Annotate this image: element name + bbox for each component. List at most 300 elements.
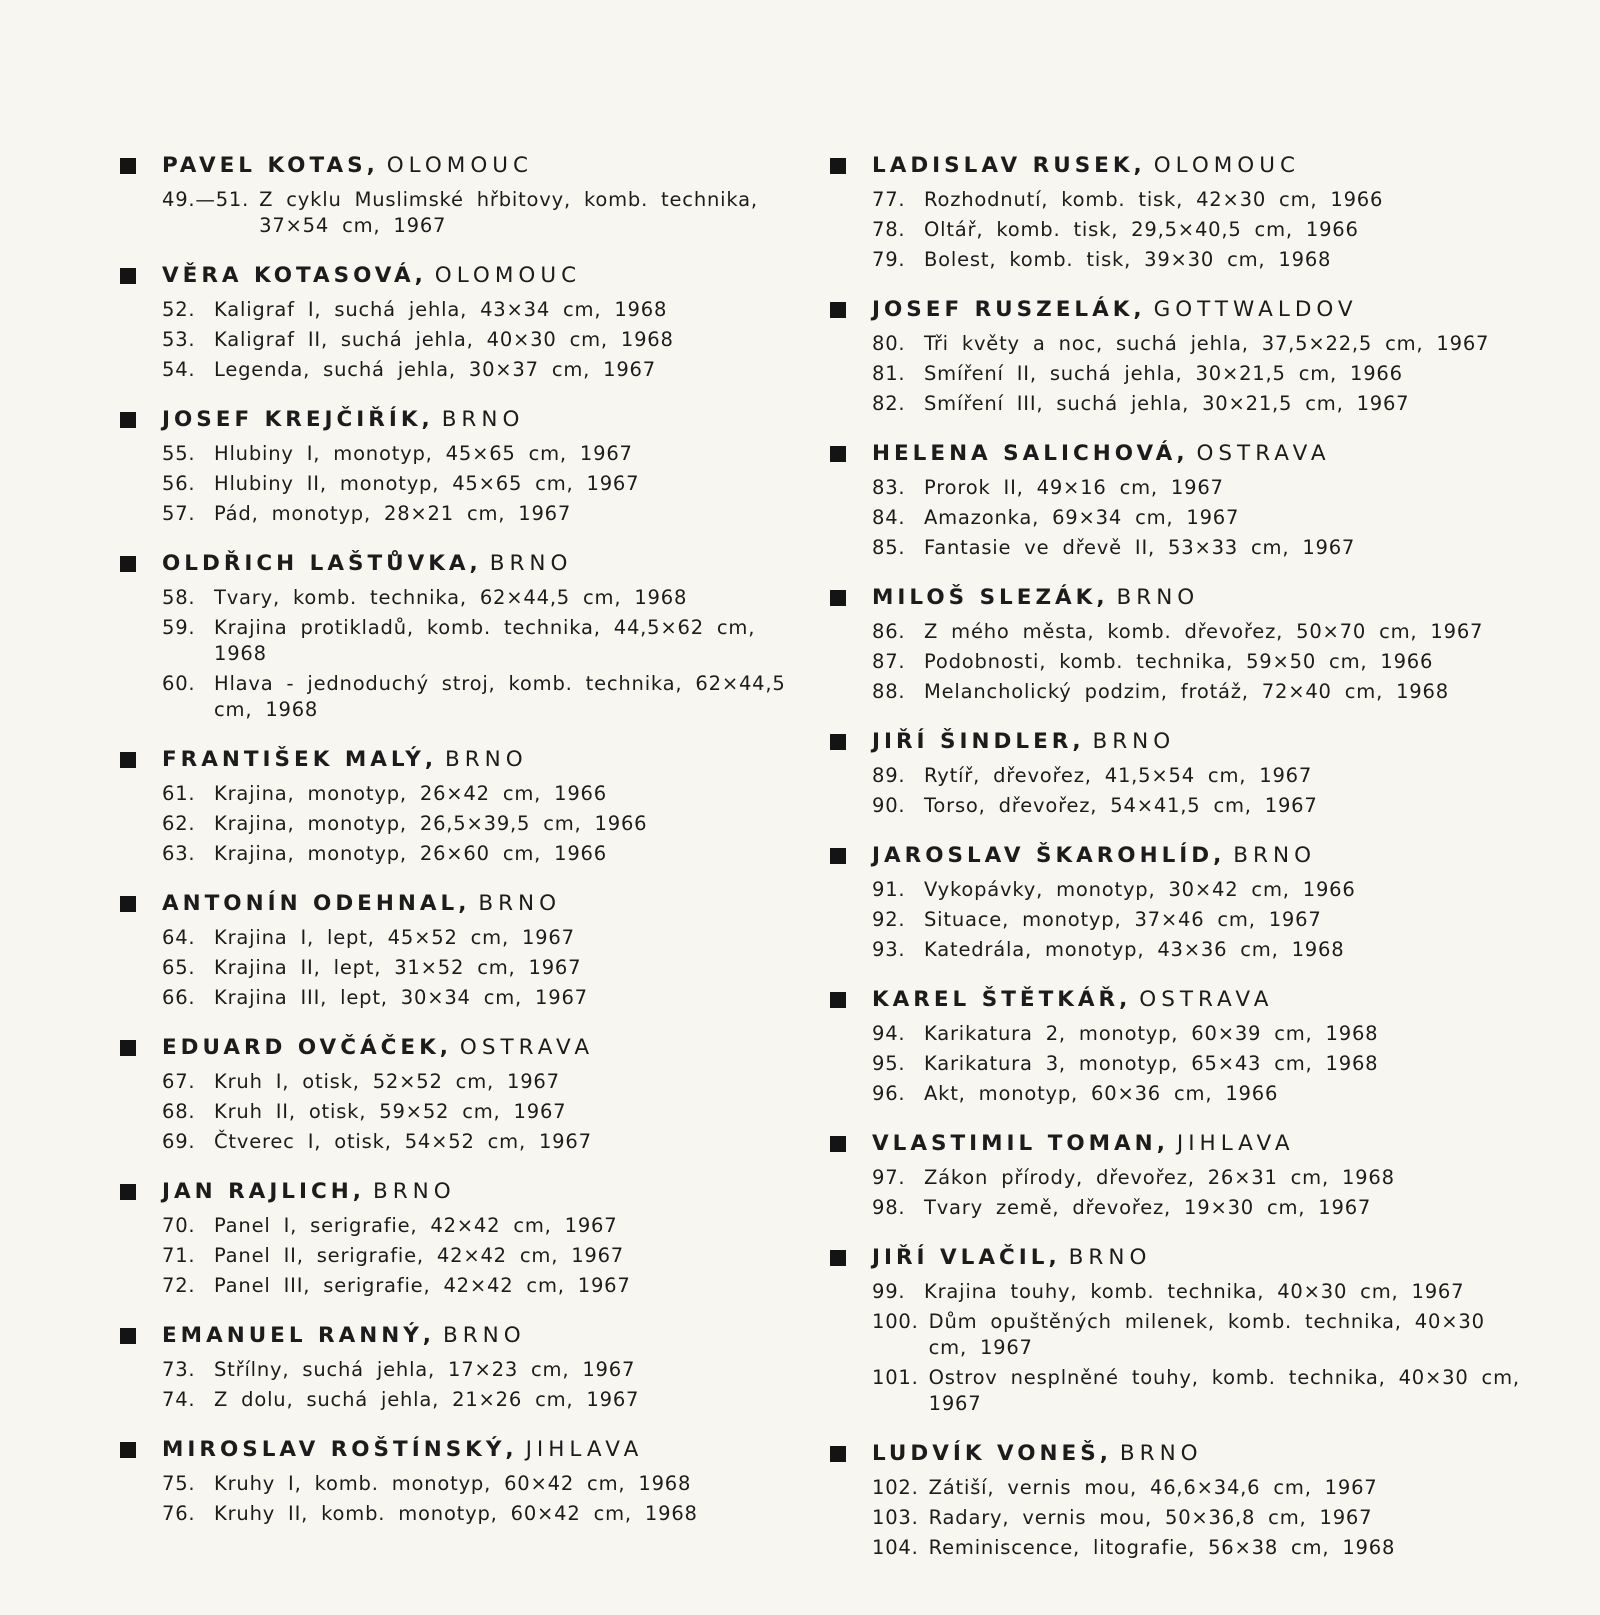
work-number: 97.: [872, 1166, 906, 1189]
square-bullet-icon: [120, 896, 136, 912]
work-number: 80.: [872, 332, 906, 355]
work-number: 96.: [872, 1082, 906, 1105]
square-bullet-icon: [830, 446, 846, 462]
artist-heading: [120, 406, 820, 434]
artist-name: EDUARD OVČÁČEK: [162, 1035, 440, 1060]
work-number: 52.: [162, 298, 196, 321]
work-number: 104.: [872, 1536, 919, 1559]
square-bullet-icon: [830, 1446, 846, 1462]
work-description: Z mého města, komb. dřevořez, 50×70 cm, 1967: [924, 620, 1484, 643]
work-description: Panel I, serigrafie, 42×42 cm, 1967: [214, 1214, 618, 1237]
artist-name: VLASTIMIL TOMAN: [872, 1131, 1157, 1156]
work-item: [872, 647, 1530, 677]
artist-name: JAN RAJLICH: [162, 1179, 353, 1204]
square-bullet-icon: [120, 268, 136, 284]
artist-name: HELENA SALICHOVÁ: [872, 441, 1177, 466]
works-list: [120, 295, 820, 385]
name-separator: ,: [1133, 297, 1142, 322]
work-number: 67.: [162, 1070, 196, 1093]
artist-entry: [830, 986, 1530, 1109]
square-bullet-icon: [120, 158, 136, 174]
artist-heading: [830, 842, 1530, 870]
work-number: 70.: [162, 1214, 196, 1237]
artist-city: OLOMOUC: [386, 153, 534, 178]
work-description: Tři květy a noc, suchá jehla, 37,5×22,5 cm, 1967: [924, 332, 1490, 355]
work-item: [872, 185, 1530, 215]
work-item: [872, 935, 1530, 965]
work-description: Fantasie ve dřevě II, 53×33 cm, 1967: [924, 536, 1356, 559]
work-item: [872, 359, 1530, 389]
work-number: 98.: [872, 1196, 906, 1219]
artist-entry: [830, 152, 1530, 275]
artist-entry: [120, 262, 820, 385]
right-column: [830, 152, 1530, 1584]
work-description: Katedrála, monotyp, 43×36 cm, 1968: [924, 938, 1345, 961]
square-bullet-icon: [830, 848, 846, 864]
works-list: [120, 923, 820, 1013]
work-description: Krajina, monotyp, 26×60 cm, 1966: [214, 842, 607, 865]
work-description: Reminiscence, litografie, 56×38 cm, 1968: [928, 1536, 1396, 1559]
artist-city: BRNO: [489, 551, 573, 576]
works-list: [830, 329, 1530, 419]
work-item: [872, 389, 1530, 419]
works-list: [830, 1019, 1530, 1109]
work-item: [872, 905, 1530, 935]
work-description: Panel III, serigrafie, 42×42 cm, 1967: [214, 1274, 631, 1297]
work-number: 63.: [162, 842, 196, 865]
works-list: [830, 617, 1530, 707]
work-item: [162, 1385, 820, 1415]
work-number: 89.: [872, 764, 906, 787]
work-number: 71.: [162, 1244, 196, 1267]
work-number: 54.: [162, 358, 196, 381]
artist-entry: [830, 728, 1530, 821]
work-item: [162, 185, 820, 241]
artist-name: EMANUEL RANNÝ: [162, 1323, 423, 1348]
artist-entry: [120, 1322, 820, 1415]
work-number: 49.—51.: [162, 188, 250, 211]
artist-city: JIHLAVA: [525, 1437, 644, 1462]
work-item: [872, 1307, 1530, 1363]
work-description: Situace, monotyp, 37×46 cm, 1967: [924, 908, 1322, 931]
work-number: 93.: [872, 938, 906, 961]
work-description: Rozhodnutí, komb. tisk, 42×30 cm, 1966: [924, 188, 1384, 211]
artist-city: BRNO: [478, 891, 562, 916]
name-separator: ,: [505, 1437, 514, 1462]
work-description: Rytíř, dřevořez, 41,5×54 cm, 1967: [924, 764, 1313, 787]
name-separator: ,: [458, 891, 467, 916]
work-item: [872, 1019, 1530, 1049]
artist-heading: [830, 986, 1530, 1014]
artist-city: BRNO: [372, 1179, 456, 1204]
work-description: Ostrov nesplněné touhy, komb. technika, 40×30 cm, 1967: [928, 1366, 1520, 1415]
work-description: Vykopávky, monotyp, 30×42 cm, 1966: [924, 878, 1356, 901]
work-number: 99.: [872, 1280, 906, 1303]
works-list: [120, 1067, 820, 1157]
work-description: Oltář, komb. tisk, 29,5×40,5 cm, 1966: [924, 218, 1359, 241]
square-bullet-icon: [120, 1442, 136, 1458]
work-description: Krajina, monotyp, 26,5×39,5 cm, 1966: [214, 812, 648, 835]
work-item: [162, 1127, 820, 1157]
name-separator: ,: [1213, 843, 1222, 868]
work-item: [872, 791, 1530, 821]
artist-heading: [120, 152, 820, 180]
work-item: [872, 1079, 1530, 1109]
artist-name: FRANTIŠEK MALÝ: [162, 747, 425, 772]
work-description: Pád, monotyp, 28×21 cm, 1967: [214, 502, 572, 525]
works-list: [120, 1211, 820, 1301]
work-item: [872, 1473, 1530, 1503]
work-number: 57.: [162, 502, 196, 525]
work-description: Torso, dřevořez, 54×41,5 cm, 1967: [924, 794, 1318, 817]
artist-entry: [120, 550, 820, 725]
work-number: 61.: [162, 782, 196, 805]
square-bullet-icon: [830, 1250, 846, 1266]
work-description: Střílny, suchá jehla, 17×23 cm, 1967: [214, 1358, 636, 1381]
name-separator: ,: [421, 407, 430, 432]
work-description: Panel II, serigrafie, 42×42 cm, 1967: [214, 1244, 625, 1267]
work-item: [162, 669, 820, 725]
square-bullet-icon: [830, 734, 846, 750]
work-number: 81.: [872, 362, 906, 385]
square-bullet-icon: [830, 158, 846, 174]
artist-heading: [830, 1440, 1530, 1468]
work-number: 73.: [162, 1358, 196, 1381]
square-bullet-icon: [830, 302, 846, 318]
artist-heading: [830, 728, 1530, 756]
artist-heading: [830, 1244, 1530, 1272]
work-number: 59.: [162, 616, 196, 639]
work-item: [162, 439, 820, 469]
name-separator: ,: [1156, 1131, 1165, 1156]
work-description: Kruh I, otisk, 52×52 cm, 1967: [214, 1070, 560, 1093]
artist-name: JIŘÍ ŠINDLER: [872, 729, 1073, 754]
work-number: 76.: [162, 1502, 196, 1525]
work-description: Amazonka, 69×34 cm, 1967: [924, 506, 1240, 529]
work-description: Smíření III, suchá jehla, 30×21,5 cm, 1967: [924, 392, 1410, 415]
square-bullet-icon: [120, 556, 136, 572]
works-list: [830, 761, 1530, 821]
works-list: [120, 185, 820, 241]
square-bullet-icon: [120, 752, 136, 768]
works-list: [830, 473, 1530, 563]
work-description: Krajina I, lept, 45×52 cm, 1967: [214, 926, 575, 949]
artist-heading: [830, 152, 1530, 180]
work-number: 53.: [162, 328, 196, 351]
work-number: 95.: [872, 1052, 906, 1075]
work-description: Krajina protikladů, komb. technika, 44,5×62 cm, 1968: [214, 616, 756, 665]
work-item: [872, 533, 1530, 563]
work-description: Z cyklu Muslimské hřbitovy, komb. technika, 37×54 cm, 1967: [259, 188, 758, 237]
work-description: Krajina touhy, komb. technika, 40×30 cm, 1967: [924, 1280, 1465, 1303]
artist-entry: [120, 1436, 820, 1529]
work-number: 68.: [162, 1100, 196, 1123]
artist-entry: [120, 152, 820, 241]
work-item: [162, 1067, 820, 1097]
work-description: Prorok II, 49×16 cm, 1967: [924, 476, 1224, 499]
artist-city: BRNO: [1116, 585, 1200, 610]
work-item: [162, 295, 820, 325]
artist-heading: [120, 890, 820, 918]
work-number: 87.: [872, 650, 906, 673]
name-separator: ,: [1133, 153, 1142, 178]
artist-heading: [120, 746, 820, 774]
work-description: Kruhy II, komb. monotyp, 60×42 cm, 1968: [214, 1502, 698, 1525]
work-item: [162, 325, 820, 355]
artist-name: MIROSLAV ROŠTÍNSKÝ: [162, 1437, 506, 1462]
artist-entry: [120, 890, 820, 1013]
work-item: [162, 583, 820, 613]
work-item: [162, 923, 820, 953]
artist-city: JIHLAVA: [1176, 1131, 1295, 1156]
artist-name: ANTONÍN ODEHNAL: [162, 891, 459, 916]
artist-entry: [830, 1440, 1530, 1563]
work-number: 82.: [872, 392, 906, 415]
name-separator: ,: [414, 263, 423, 288]
work-description: Melancholický podzim, frotáž, 72×40 cm, 1968: [924, 680, 1449, 703]
work-number: 103.: [872, 1506, 919, 1529]
artist-city: OLOMOUC: [434, 263, 582, 288]
work-item: [162, 355, 820, 385]
work-item: [872, 215, 1530, 245]
artist-city: OSTRAVA: [459, 1035, 595, 1060]
artist-name: JOSEF RUSZELÁK: [872, 297, 1134, 322]
works-list: [120, 1469, 820, 1529]
work-item: [872, 1363, 1530, 1419]
work-item: [162, 469, 820, 499]
work-number: 64.: [162, 926, 196, 949]
artist-entry: [120, 1034, 820, 1157]
artist-heading: [120, 550, 820, 578]
artist-entry: [120, 406, 820, 529]
work-item: [872, 1503, 1530, 1533]
work-item: [162, 1499, 820, 1529]
artist-heading: [120, 1436, 820, 1464]
artist-heading: [120, 1322, 820, 1350]
work-description: Bolest, komb. tisk, 39×30 cm, 1968: [924, 248, 1332, 271]
artist-entry: [830, 1130, 1530, 1223]
artist-city: BRNO: [1233, 843, 1316, 868]
work-item: [162, 1211, 820, 1241]
artist-name: JIŘÍ VLAČIL: [872, 1245, 1049, 1270]
work-description: Čtverec I, otisk, 54×52 cm, 1967: [214, 1130, 592, 1153]
name-separator: ,: [439, 1035, 448, 1060]
artist-city: BRNO: [442, 1323, 526, 1348]
name-separator: ,: [1096, 585, 1105, 610]
works-list: [830, 1277, 1530, 1419]
artist-city: BRNO: [441, 407, 525, 432]
work-number: 83.: [872, 476, 906, 499]
artist-heading: [830, 440, 1530, 468]
name-separator: ,: [352, 1179, 361, 1204]
work-number: 94.: [872, 1022, 906, 1045]
artist-entry: [120, 1178, 820, 1301]
work-description: Dům opuštěných milenek, komb. technika, 40×30 cm, 1967: [928, 1310, 1485, 1359]
artist-name: JAROSLAV ŠKAROHLÍD: [872, 843, 1214, 868]
artist-city: GOTTWALDOV: [1153, 297, 1358, 322]
work-description: Krajina III, lept, 30×34 cm, 1967: [214, 986, 588, 1009]
work-item: [162, 613, 820, 669]
work-number: 86.: [872, 620, 906, 643]
work-description: Tvary země, dřevořez, 19×30 cm, 1967: [924, 1196, 1372, 1219]
artist-name: PAVEL KOTAS: [162, 153, 367, 178]
work-description: Tvary, komb. technika, 62×44,5 cm, 1968: [214, 586, 688, 609]
work-description: Radary, vernis mou, 50×36,8 cm, 1967: [928, 1506, 1373, 1529]
work-number: 55.: [162, 442, 196, 465]
works-list: [830, 1163, 1530, 1223]
works-list: [830, 875, 1530, 965]
artist-heading: [830, 1130, 1530, 1158]
name-separator: ,: [424, 747, 433, 772]
work-item: [162, 809, 820, 839]
square-bullet-icon: [120, 1184, 136, 1200]
square-bullet-icon: [120, 412, 136, 428]
artist-entry: [830, 440, 1530, 563]
artist-city: OSTRAVA: [1139, 987, 1274, 1012]
artist-name: KAREL ŠTĚTKÁŘ: [872, 987, 1120, 1012]
work-item: [872, 245, 1530, 275]
work-item: [162, 839, 820, 869]
work-item: [872, 761, 1530, 791]
artist-name: VĚRA KOTASOVÁ: [162, 263, 415, 288]
work-item: [872, 617, 1530, 647]
work-item: [872, 1049, 1530, 1079]
artist-name: OLDŘICH LAŠTŮVKA: [162, 551, 470, 576]
work-item: [162, 953, 820, 983]
artist-city: BRNO: [1068, 1245, 1152, 1270]
work-description: Legenda, suchá jehla, 30×37 cm, 1967: [214, 358, 656, 381]
work-description: Hlubiny I, monotyp, 45×65 cm, 1967: [214, 442, 633, 465]
work-description: Krajina II, lept, 31×52 cm, 1967: [214, 956, 582, 979]
work-number: 102.: [872, 1476, 919, 1499]
name-separator: ,: [469, 551, 478, 576]
artist-city: BRNO: [1119, 1441, 1203, 1466]
work-description: Krajina, monotyp, 26×42 cm, 1966: [214, 782, 607, 805]
work-item: [872, 473, 1530, 503]
work-number: 84.: [872, 506, 906, 529]
works-list: [120, 583, 820, 725]
work-description: Podobnosti, komb. technika, 59×50 cm, 1966: [924, 650, 1434, 673]
work-number: 72.: [162, 1274, 196, 1297]
left-column: [120, 152, 820, 1550]
works-list: [120, 779, 820, 869]
work-item: [872, 677, 1530, 707]
work-number: 90.: [872, 794, 906, 817]
artist-entry: [120, 746, 820, 869]
work-description: Karikatura 2, monotyp, 60×39 cm, 1968: [924, 1022, 1379, 1045]
artist-name: LUDVÍK VONEŠ: [872, 1441, 1100, 1466]
name-separator: ,: [422, 1323, 431, 1348]
work-description: Kruhy I, komb. monotyp, 60×42 cm, 1968: [214, 1472, 692, 1495]
work-description: Karikatura 3, monotyp, 65×43 cm, 1968: [924, 1052, 1379, 1075]
artist-heading: [120, 1178, 820, 1206]
work-number: 77.: [872, 188, 906, 211]
name-separator: ,: [1176, 441, 1185, 466]
work-description: Zátiší, vernis mou, 46,6×34,6 cm, 1967: [928, 1476, 1378, 1499]
work-number: 56.: [162, 472, 196, 495]
work-item: [872, 1193, 1530, 1223]
work-description: Zákon přírody, dřevořez, 26×31 cm, 1968: [924, 1166, 1395, 1189]
artist-city: BRNO: [444, 747, 528, 772]
work-number: 65.: [162, 956, 196, 979]
work-number: 60.: [162, 672, 196, 695]
square-bullet-icon: [830, 992, 846, 1008]
work-item: [872, 329, 1530, 359]
artist-city: OSTRAVA: [1196, 441, 1331, 466]
work-number: 74.: [162, 1388, 196, 1411]
works-list: [830, 185, 1530, 275]
work-description: Smíření II, suchá jehla, 30×21,5 cm, 1966: [924, 362, 1403, 385]
works-list: [120, 439, 820, 529]
work-item: [162, 1241, 820, 1271]
square-bullet-icon: [830, 1136, 846, 1152]
work-number: 92.: [872, 908, 906, 931]
work-item: [872, 875, 1530, 905]
name-separator: ,: [1048, 1245, 1057, 1270]
work-item: [162, 1469, 820, 1499]
square-bullet-icon: [120, 1328, 136, 1344]
artist-city: OLOMOUC: [1153, 153, 1300, 178]
artist-city: BRNO: [1092, 729, 1176, 754]
work-item: [162, 983, 820, 1013]
work-item: [162, 1097, 820, 1127]
works-list: [830, 1473, 1530, 1563]
square-bullet-icon: [830, 590, 846, 606]
work-description: Kruh II, otisk, 59×52 cm, 1967: [214, 1100, 567, 1123]
work-number: 100.: [872, 1310, 919, 1333]
work-description: Hlava - jednoduchý stroj, komb. technika, 62×44,5 cm, 1968: [214, 672, 786, 721]
work-number: 69.: [162, 1130, 196, 1153]
work-item: [872, 1163, 1530, 1193]
work-item: [872, 1533, 1530, 1563]
square-bullet-icon: [120, 1040, 136, 1056]
artist-heading: [830, 584, 1530, 612]
name-separator: ,: [1099, 1441, 1108, 1466]
artist-entry: [830, 842, 1530, 965]
work-item: [872, 503, 1530, 533]
work-number: 85.: [872, 536, 906, 559]
artist-entry: [830, 296, 1530, 419]
work-number: 75.: [162, 1472, 196, 1495]
work-description: Z dolu, suchá jehla, 21×26 cm, 1967: [214, 1388, 640, 1411]
work-number: 101.: [872, 1366, 919, 1389]
work-item: [162, 1271, 820, 1301]
work-item: [162, 1355, 820, 1385]
work-description: Kaligraf I, suchá jehla, 43×34 cm, 1968: [214, 298, 668, 321]
artist-entry: [830, 1244, 1530, 1419]
work-item: [162, 499, 820, 529]
work-item: [162, 779, 820, 809]
work-number: 88.: [872, 680, 906, 703]
artist-heading: [120, 262, 820, 290]
name-separator: ,: [1072, 729, 1081, 754]
work-number: 91.: [872, 878, 906, 901]
artist-heading: [120, 1034, 820, 1062]
name-separator: ,: [1119, 987, 1128, 1012]
work-number: 78.: [872, 218, 906, 241]
name-separator: ,: [366, 153, 375, 178]
work-number: 58.: [162, 586, 196, 609]
work-item: [872, 1277, 1530, 1307]
work-number: 79.: [872, 248, 906, 271]
work-number: 66.: [162, 986, 196, 1009]
artist-heading: [830, 296, 1530, 324]
artist-name: JOSEF KREJČIŘÍK: [162, 407, 422, 432]
work-number: 62.: [162, 812, 196, 835]
work-description: Kaligraf II, suchá jehla, 40×30 cm, 1968: [214, 328, 674, 351]
work-description: Akt, monotyp, 60×36 cm, 1966: [924, 1082, 1279, 1105]
artist-name: LADISLAV RUSEK: [872, 153, 1134, 178]
